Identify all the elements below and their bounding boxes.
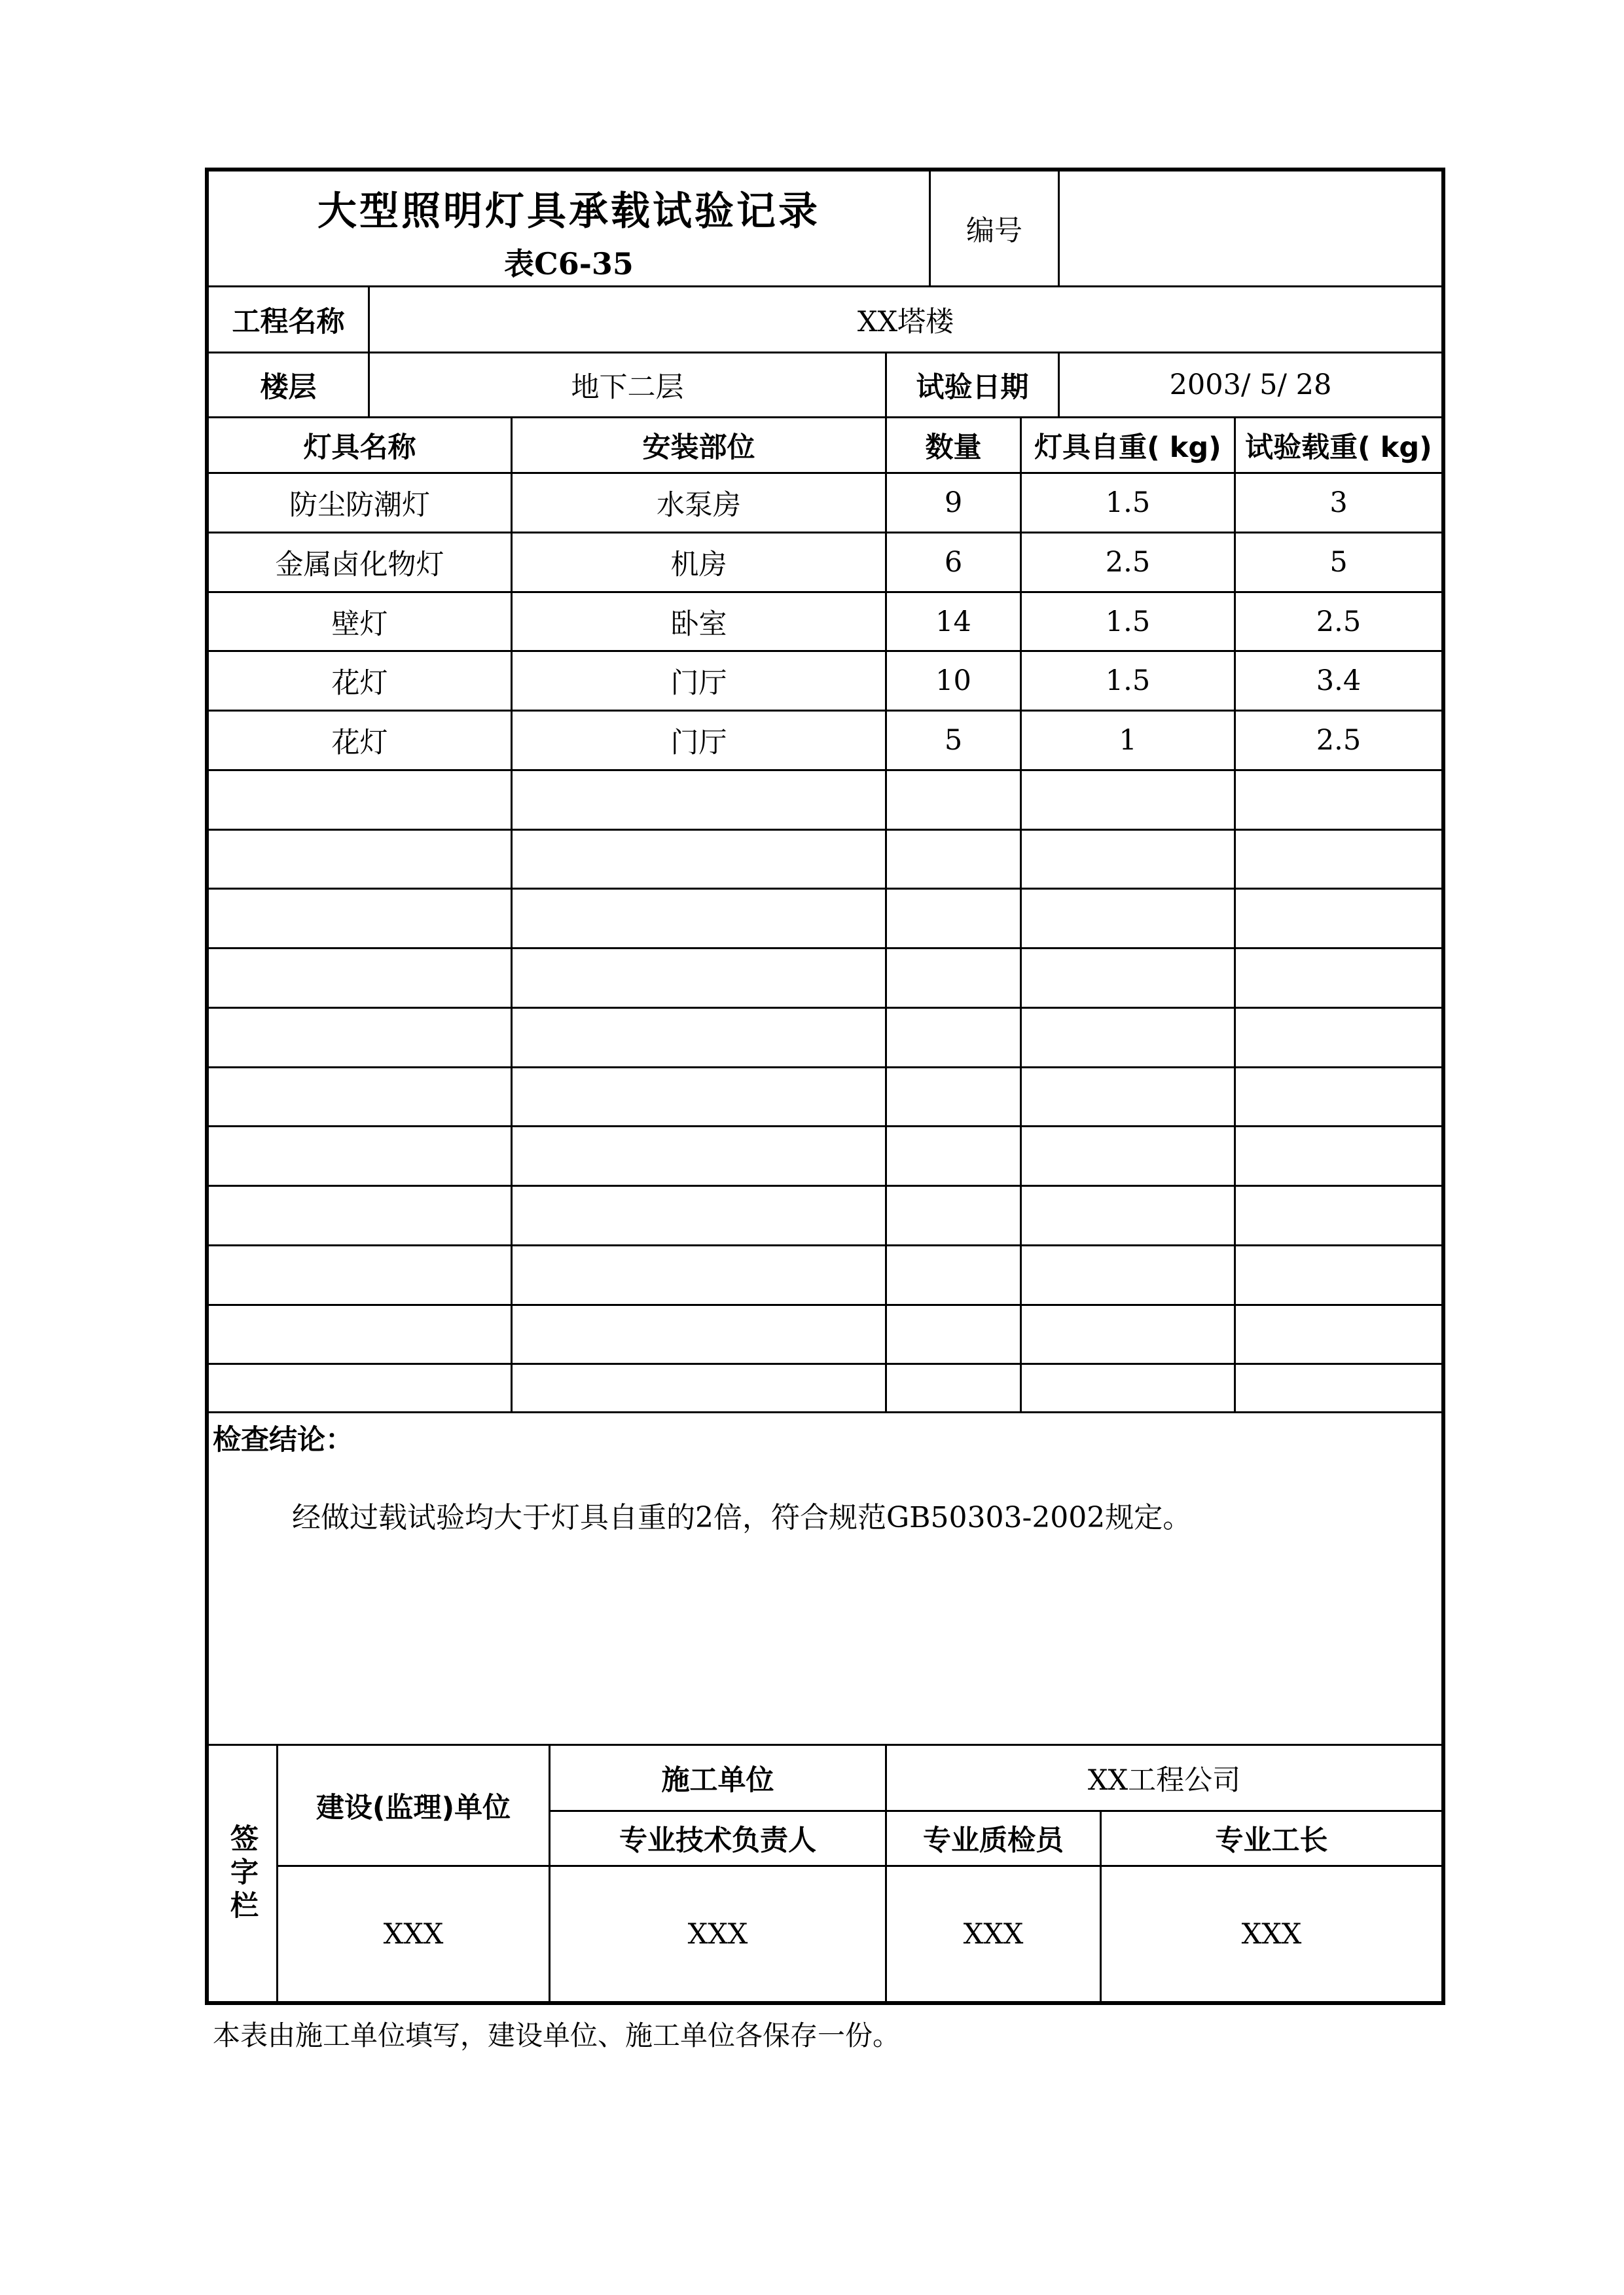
test-date-label: 试验日期 [916, 370, 1029, 404]
cell-quantity [887, 1068, 1020, 1126]
cell-lamp-weight [1022, 1127, 1234, 1185]
project-name-value: XX塔楼 [857, 305, 954, 338]
cell-location [513, 949, 885, 1007]
col-header-lamp-name: 灯具名称 [303, 431, 416, 464]
footer-note: 本表由施工单位填写，建设单位、施工单位各保存一份。 [213, 2019, 901, 2051]
cell-quantity [887, 949, 1020, 1007]
tech-lead-label: 专业技术负责人 [619, 1824, 816, 1857]
cell-lamp-name [209, 1187, 511, 1244]
cell-location [513, 1127, 885, 1185]
cell-location: 水泵房 [657, 488, 741, 522]
quality-inspector-signature: XXX [963, 1917, 1024, 1951]
cell-lamp-weight: 1.5 [1105, 664, 1151, 697]
cell-location [513, 1365, 885, 1422]
cell-lamp-weight [1022, 1068, 1234, 1126]
quality-inspector-label: 专业质检员 [923, 1824, 1064, 1857]
cell-location [513, 1187, 885, 1244]
cell-lamp-name: 金属卤化物灯 [275, 548, 444, 581]
cell-quantity: 9 [944, 486, 963, 519]
cell-lamp-weight [1022, 1246, 1234, 1304]
cell-lamp-weight [1022, 1009, 1234, 1066]
cell-location [513, 771, 885, 829]
cell-quantity [887, 1009, 1020, 1066]
cell-quantity: 6 [944, 546, 963, 579]
cell-quantity: 5 [944, 724, 963, 757]
cell-location: 卧室 [670, 607, 727, 641]
cell-quantity [887, 1246, 1020, 1304]
floor-label: 楼层 [260, 370, 317, 404]
contractor-value: XX工程公司 [1087, 1763, 1241, 1797]
cell-location [513, 831, 885, 888]
cell-test-load [1236, 890, 1441, 947]
cell-lamp-name: 壁灯 [331, 607, 388, 641]
cell-test-load [1236, 771, 1441, 829]
cell-test-load [1236, 1246, 1441, 1304]
cell-quantity [887, 1187, 1020, 1244]
cell-test-load: 2.5 [1316, 724, 1362, 757]
cell-location [513, 1246, 885, 1304]
cell-lamp-weight [1022, 771, 1234, 829]
cell-lamp-name [209, 1306, 511, 1364]
cell-lamp-name [209, 1009, 511, 1066]
cell-lamp-weight: 1 [1119, 724, 1137, 757]
cell-test-load: 5 [1329, 546, 1348, 579]
cell-lamp-weight [1022, 949, 1234, 1007]
cell-location: 门厅 [670, 726, 727, 759]
cell-lamp-weight: 1.5 [1105, 605, 1151, 638]
form-title: 大型照明灯具承载试验记录 [317, 189, 820, 234]
conclusion-text: 经做过载试验均大于灯具自重的2倍，符合规范GB50303-2002规定。 [292, 1501, 1192, 1534]
cell-lamp-name [209, 1365, 511, 1422]
cell-lamp-name [209, 771, 511, 829]
cell-test-load: 3.4 [1316, 664, 1362, 697]
cell-location [513, 1306, 885, 1364]
cell-lamp-name [209, 949, 511, 1007]
cell-quantity: 10 [935, 664, 971, 697]
cell-quantity [887, 771, 1020, 829]
owner-signature: XXX [383, 1917, 444, 1951]
cell-lamp-name: 防尘防潮灯 [289, 488, 430, 522]
cell-quantity [887, 831, 1020, 888]
cell-lamp-name [209, 1127, 511, 1185]
cell-quantity [887, 1127, 1020, 1185]
cell-lamp-name [209, 831, 511, 888]
cell-test-load: 3 [1329, 486, 1348, 519]
cell-quantity [887, 1306, 1020, 1364]
cell-test-load [1236, 949, 1441, 1007]
owner-unit-label: 建设(监理)单位 [316, 1791, 511, 1824]
cell-test-load [1236, 1187, 1441, 1244]
cell-lamp-weight: 1.5 [1105, 486, 1151, 519]
cell-location: 门厅 [670, 666, 727, 700]
cell-lamp-name: 花灯 [331, 726, 388, 759]
cell-location [513, 1009, 885, 1066]
number-value [1060, 172, 1441, 285]
form-code: 表C6-35 [504, 246, 634, 281]
cell-lamp-weight [1022, 1187, 1234, 1244]
cell-quantity [887, 890, 1020, 947]
cell-lamp-weight [1022, 831, 1234, 888]
cell-location: 机房 [670, 548, 727, 581]
cell-location [513, 890, 885, 947]
cell-lamp-weight: 2.5 [1105, 546, 1151, 579]
col-header-test-load: 试验载重( kg) [1245, 431, 1432, 464]
col-header-lamp-weight: 灯具自重( kg) [1034, 431, 1221, 464]
cell-lamp-name [209, 890, 511, 947]
col-header-location: 安装部位 [642, 431, 755, 464]
number-label: 编号 [966, 214, 1022, 247]
cell-lamp-weight [1022, 890, 1234, 947]
cell-quantity: 14 [935, 605, 971, 638]
floor-value: 地下二层 [571, 370, 684, 404]
tech-lead-signature: XXX [687, 1917, 748, 1951]
cell-test-load [1236, 1127, 1441, 1185]
cell-test-load: 2.5 [1316, 605, 1362, 638]
cell-test-load [1236, 831, 1441, 888]
cell-test-load [1236, 1068, 1441, 1126]
cell-test-load [1236, 1009, 1441, 1066]
cell-lamp-weight [1022, 1365, 1234, 1422]
foreman-signature: XXX [1241, 1917, 1302, 1951]
cell-lamp-name [209, 1068, 511, 1126]
signature-section-label: 签字栏 [226, 1823, 259, 1924]
cell-quantity [887, 1365, 1020, 1422]
contractor-label: 施工单位 [661, 1763, 774, 1797]
foreman-label: 专业工长 [1215, 1824, 1328, 1857]
cell-lamp-name [209, 1246, 511, 1304]
cell-location [513, 1068, 885, 1126]
test-date-value: 2003/ 5/ 28 [1169, 369, 1332, 401]
project-name-label: 工程名称 [232, 305, 345, 338]
cell-lamp-name: 花灯 [331, 666, 388, 700]
cell-test-load [1236, 1306, 1441, 1364]
col-header-quantity: 数量 [925, 431, 982, 464]
cell-lamp-weight [1022, 1306, 1234, 1364]
cell-test-load [1236, 1365, 1441, 1422]
conclusion-label: 检查结论： [213, 1423, 353, 1456]
